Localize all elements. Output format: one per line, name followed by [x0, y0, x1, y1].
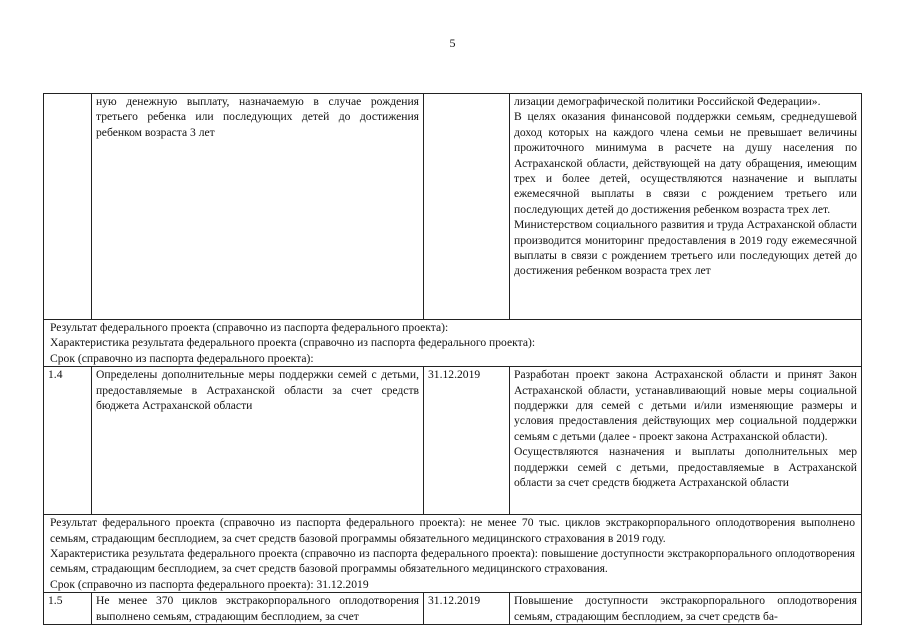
federal-characteristic-line: Характеристика результата федерального проекта (справочно из паспорта федерального проекта):: [50, 336, 536, 350]
row-description-cell: Не менее 370 циклов экстракорпорального оплодотворения выполнено семьям, страдающим бесплодием, за счет: [92, 593, 424, 625]
federal-project-info-cell: [44, 515, 862, 593]
page-number: 5: [449, 36, 456, 50]
table-row: [44, 94, 862, 320]
row-result-cell: [510, 94, 862, 320]
row-number-cell: 1.4: [44, 367, 92, 515]
row-description-cell: Определены дополнительные меры поддержки семей с детьми, предоставляемые в Астраханской области за счет средств бюджета Астраханской области: [92, 367, 424, 515]
row-number-cell: [44, 94, 92, 320]
federal-deadline-line: Срок (справочно из паспорта федерального проекта):: [50, 351, 314, 365]
federal-characteristic-line: Характеристика результата федерального проекта (справочно из паспорта федерального проекта): повышение доступности экстракорпорального оплодотворения семьям, страдающим бесплодием, за счет средств базовой программы обязательного медицинского страхования.: [50, 547, 855, 576]
row-result-cell: Повышение доступности экстракорпорального оплодотворения семьям, страдающим бесплодием, за счет средств ба-: [510, 593, 862, 625]
federal-project-block: [44, 320, 862, 367]
row-description-cell: ную денежную выплату, назначаемую в случае рождения третьего ребенка или последующих детей до достижения ребенком возраста 3 лет: [92, 94, 424, 320]
federal-project-block: [44, 515, 862, 593]
result-paragraph: Министерством социального развития и труда Астраханской области производится мониторинг предоставления в 2019 году ежемесячной выплаты в связи с рождением третьего или последующих детей до достижения ребенком возраста трех лет: [514, 218, 857, 278]
federal-result-line: Результат федерального проекта (справочно из паспорта федерального проекта):: [50, 321, 449, 334]
row-date-cell: 31.12.2019: [424, 593, 510, 625]
federal-result-line: Результат федерального проекта (справочно из паспорта федерального проекта): не менее 70 тыс. циклов экстракорпорального оплодотворения выполнено семьям, страдающим бесплодием, за счет средств базовой программы обязательного медицинского страхования в 2019 году.: [50, 516, 855, 545]
table-row: [44, 593, 862, 625]
row-result-cell: [510, 367, 862, 515]
row-date-cell: 31.12.2019: [424, 367, 510, 515]
result-paragraph: Разработан проект закона Астраханской области и принят Закон Астраханской области, устанавливающий новые меры социальной поддержки для семей с детьми и/или изменяющие размеры и условия предоставления действующих мер социальной поддержки семьям с детьми (далее - проект закона Астраханской области).: [514, 368, 857, 443]
federal-deadline-line: Срок (справочно из паспорта федерального проекта): 31.12.2019: [50, 577, 369, 591]
result-paragraph: Осуществляются назначения и выплаты дополнительных мер поддержки семей с детьми, предоставляемые в Астраханской области за счет средств бюджета Астраханской области: [514, 445, 857, 490]
federal-project-info-cell: [44, 320, 862, 367]
row-date-cell: [424, 94, 510, 320]
measures-table: [43, 93, 862, 625]
row-number-cell: 1.5: [44, 593, 92, 625]
table-row: [44, 367, 862, 515]
result-paragraph: лизации демографической политики Российской Федерации».: [514, 95, 821, 108]
result-paragraph: В целях оказания финансовой поддержки семьям, среднедушевой доход которых на каждого члена семьи не превышает величины прожиточного минимума в расчете на душу населения по Астраханской области, действующей на дату обращения, имеющим трех и более детей, осуществляются назначение и выплаты ежемесячной выплаты в связи с рождением третьего или последующих детей до достижения ребенком возраста трех лет.: [514, 110, 857, 216]
